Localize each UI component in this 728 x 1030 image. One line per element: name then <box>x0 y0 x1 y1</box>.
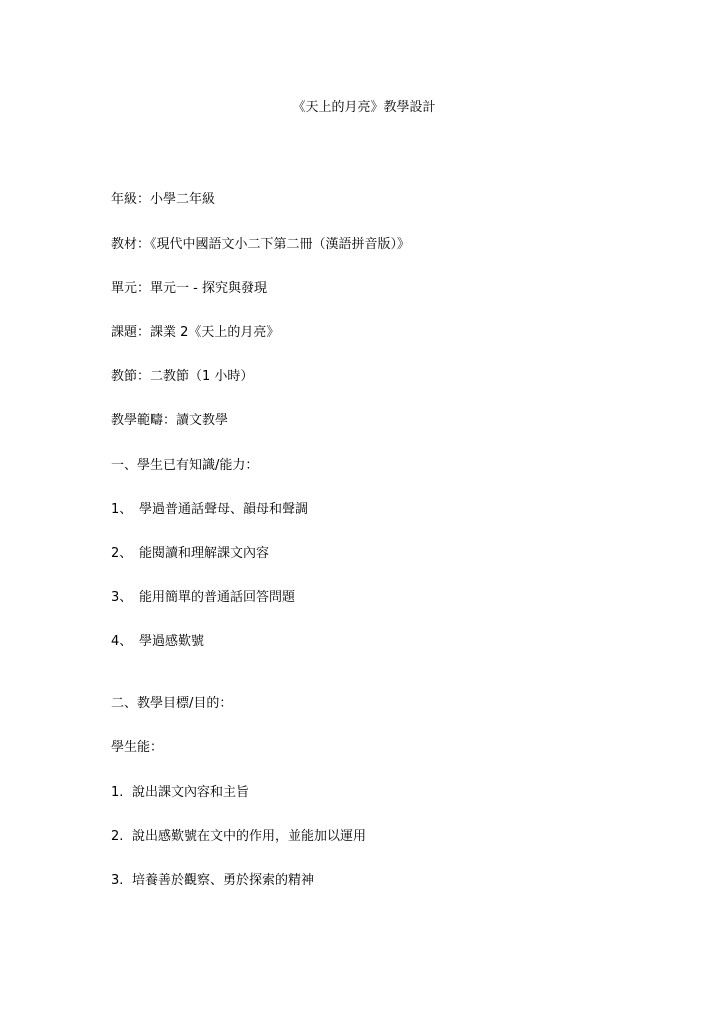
list-item-text: 說出感歎號在文中的作用，並能加以運用 <box>132 829 367 844</box>
info-unit: 單元：單元一 - 探究與發現 <box>111 281 267 296</box>
section1-heading: 一、學生已有知識/能力： <box>111 458 259 473</box>
list-item-text: 學過普通話聲母、韻母和聲調 <box>139 502 309 517</box>
list-item-number: 3. <box>111 873 124 888</box>
list-item <box>111 588 295 608</box>
info-lessons: 教節：二教節（1 小時） <box>111 369 254 384</box>
list-item-number: 3、 <box>111 590 133 605</box>
list-item-number: 1. <box>111 785 124 800</box>
list-item <box>111 544 269 564</box>
info-grade: 年級：小學二年級 <box>111 192 216 207</box>
list-item-number: 2. <box>111 829 124 844</box>
list-item-text: 能用簡單的普通話回答問題 <box>139 590 296 605</box>
list-item <box>111 632 204 652</box>
section2-intro: 學生能： <box>111 740 164 755</box>
list-item <box>111 500 308 520</box>
list-item-text: 能閱讀和理解課文內容 <box>139 546 270 561</box>
list-item-text: 培養善於觀察、勇於探索的精神 <box>132 873 315 888</box>
document-title: 《天上的月亮》教學設計 <box>292 100 436 115</box>
list-item-number: 2、 <box>111 546 133 561</box>
info-textbook: 教材：《現代中國語文小二下第二冊（漢語拼音版）》 <box>111 237 411 252</box>
info-domain: 教學範疇：讀文教學 <box>111 413 229 428</box>
list-item-number: 4、 <box>111 634 133 649</box>
list-item-number: 1、 <box>111 502 133 517</box>
list-item <box>111 783 249 803</box>
list-item-text: 說出課文內容和主旨 <box>132 785 250 800</box>
list-item <box>111 871 314 891</box>
info-topic: 課題：課業 2《天上的月亮》 <box>111 325 280 340</box>
list-item-text: 學過感歎號 <box>139 634 205 649</box>
section2-heading: 二、教學目標/目的： <box>111 696 233 711</box>
list-item <box>111 827 366 847</box>
